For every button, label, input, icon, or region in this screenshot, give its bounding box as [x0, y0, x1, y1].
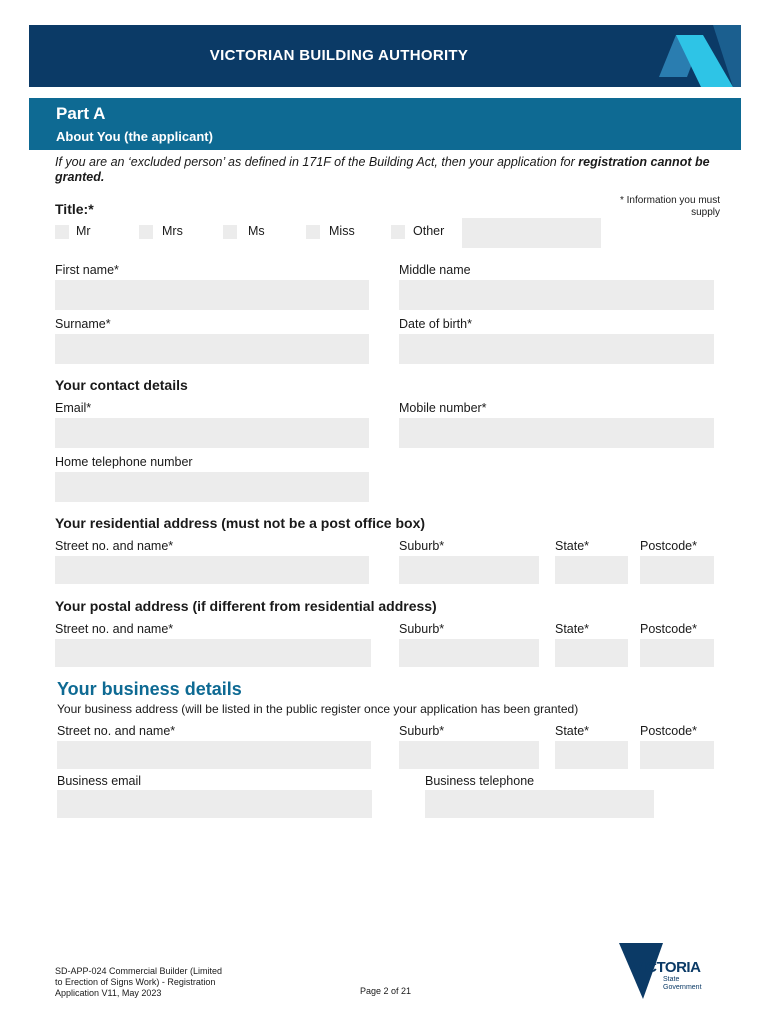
middle-name-label: Middle name — [399, 263, 471, 277]
label-miss: Miss — [329, 224, 355, 238]
victoria-logo — [619, 943, 719, 999]
biz-state-label: State* — [555, 724, 590, 738]
biz-suburb-input[interactable] — [399, 741, 539, 769]
surname-input[interactable] — [55, 334, 369, 364]
postal-suburb-label: Suburb* — [399, 622, 445, 636]
postal-state-label: State* — [555, 622, 590, 636]
surname-label: Surname* — [55, 317, 111, 331]
res-street-label: Street no. and name* — [55, 539, 174, 553]
email-input[interactable] — [55, 418, 369, 448]
business-heading: Your business details — [57, 679, 242, 699]
res-postcode-label: Postcode* — [640, 539, 697, 553]
res-suburb-input[interactable] — [399, 556, 539, 584]
checkbox-mrs[interactable] — [139, 225, 153, 239]
title-label: Title:* — [55, 201, 94, 217]
label-other: Other — [413, 224, 445, 238]
home-phone-input[interactable] — [55, 472, 369, 502]
business-subtext: Your business address (will be listed in the public register once your application has been granted) — [57, 702, 579, 716]
biz-telephone-input[interactable] — [425, 790, 654, 818]
other-title-input[interactable] — [462, 218, 601, 248]
postal-heading: Your postal address (if different from residential address) — [55, 598, 437, 614]
res-state-input[interactable] — [555, 556, 628, 584]
res-postcode-input[interactable] — [640, 556, 714, 584]
label-mrs: Mrs — [162, 224, 183, 238]
biz-state-input[interactable] — [555, 741, 628, 769]
checkbox-other[interactable] — [391, 225, 405, 239]
mobile-input[interactable] — [399, 418, 714, 448]
postal-state-input[interactable] — [555, 639, 628, 667]
postal-street-label: Street no. and name* — [55, 622, 174, 636]
postal-street-input[interactable] — [55, 639, 371, 667]
part-subtitle: About You (the applicant) — [56, 129, 213, 144]
email-label: Email* — [55, 401, 92, 415]
biz-street-label: Street no. and name* — [57, 724, 176, 738]
dob-label: Date of birth* — [399, 317, 472, 331]
postal-postcode-input[interactable] — [640, 639, 714, 667]
checkbox-mr[interactable] — [55, 225, 69, 239]
res-street-input[interactable] — [55, 556, 369, 584]
mobile-label: Mobile number* — [399, 401, 487, 415]
label-mr: Mr — [76, 224, 91, 238]
contact-heading: Your contact details — [55, 377, 188, 393]
header-title: VICTORIAN BUILDING AUTHORITY — [209, 47, 469, 64]
label-ms: Ms — [248, 224, 265, 238]
res-suburb-label: Suburb* — [399, 539, 445, 553]
first-name-label: First name* — [55, 263, 119, 277]
biz-postcode-input[interactable] — [640, 741, 714, 769]
biz-telephone-label: Business telephone — [425, 774, 535, 788]
victoria-logo-sub: State Government — [663, 976, 702, 991]
part-title: Part A — [56, 104, 106, 123]
home-phone-label: Home telephone number — [55, 455, 193, 469]
postal-postcode-label: Postcode* — [640, 622, 697, 636]
residential-heading: Your residential address (must not be a post office box) — [55, 515, 426, 531]
part-a-banner — [29, 98, 741, 150]
victoria-logo-text: VICTORIA — [633, 959, 701, 976]
biz-suburb-label: Suburb* — [399, 724, 445, 738]
biz-street-input[interactable] — [57, 741, 371, 769]
page-header — [29, 25, 741, 87]
dob-input[interactable] — [399, 334, 714, 364]
page-number: Page 2 of 21 — [360, 986, 412, 996]
biz-email-input[interactable] — [57, 790, 372, 818]
required-note: * Information you must supply — [619, 195, 720, 218]
postal-suburb-input[interactable] — [399, 639, 539, 667]
footer-doc-id: SD-APP-024 Commercial Builder (Limited to Erection of Signs Work) - Registration Application V11, May 2023 — [55, 966, 223, 998]
intro-bold: registration cannot be granted. — [55, 155, 710, 184]
first-name-input[interactable] — [55, 280, 369, 310]
checkbox-ms[interactable] — [223, 225, 237, 239]
biz-postcode-label: Postcode* — [640, 724, 697, 738]
intro-text: If you are an ‘excluded person’ as defined in 171F of the Building Act, then your application for registration cannot be granted. — [55, 155, 710, 184]
checkbox-miss[interactable] — [306, 225, 320, 239]
vba-logo-icon — [641, 25, 741, 87]
biz-email-label: Business email — [57, 774, 142, 788]
res-state-label: State* — [555, 539, 590, 553]
middle-name-input[interactable] — [399, 280, 714, 310]
